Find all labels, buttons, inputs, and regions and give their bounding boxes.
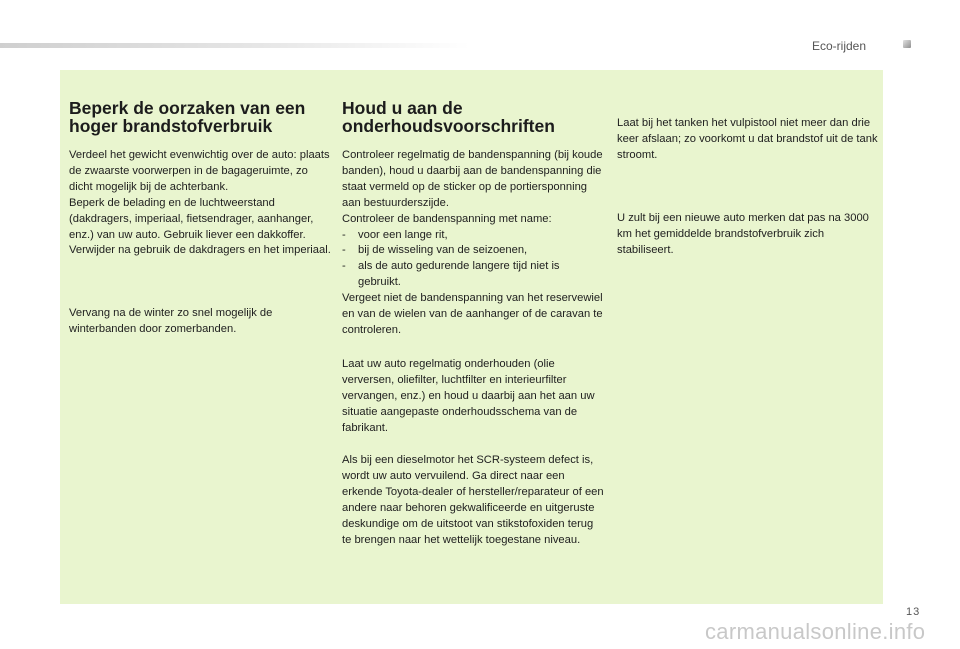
list-item: - als de auto gedurende langere tijd niet is gebruikt. bbox=[342, 259, 604, 291]
corner-square-icon bbox=[903, 40, 911, 48]
paragraph-weight: Verdeel het gewicht evenwichtig over de auto: plaats de zwaarste voorwerpen in de bagageruimte, zo dicht mogelijk bij de achterbank. bbox=[69, 149, 330, 193]
paragraph-load: Beperk de belading en de luchtweerstand (dakdragers, imperiaal, fietsendrager, aanhanger, enz.) van uw auto. Gebruik liever een dakkoffer. bbox=[69, 196, 314, 241]
heading-reduce-causes: Beperk de oorzaken van een hoger brandstofverbruik bbox=[69, 98, 306, 136]
paragraph-tyres: Vervang na de winter zo snel mogelijk de winterbanden door zomerbanden. bbox=[69, 307, 273, 336]
list-item: - voor een lange rit, bbox=[342, 228, 604, 244]
paragraph-new-car: U zult bij een nieuwe auto merken dat pas na 3000 km het gemiddelde brandstofverbruik zich stabiliseert. bbox=[617, 211, 869, 256]
column-maintenance bbox=[342, 99, 604, 549]
list-item: - bij de wisseling van de seizoenen, bbox=[342, 243, 604, 259]
heading-maintenance: Houd u aan de onderhoudsvoorschriften bbox=[342, 98, 555, 136]
paragraph-check-pressure: Controleer de bandenspanning met name: bbox=[342, 212, 552, 225]
column-fuel-consumption bbox=[69, 99, 334, 338]
paragraph-fuel-nozzle: Laat bij het tanken het vulpistool niet meer dan drie keer afslaan; zo voorkomt u dat brandstof uit de tank stroomt. bbox=[617, 117, 878, 161]
watermark: carmanualsonline.info bbox=[705, 619, 926, 644]
paragraph-scr-system: Als bij een dieselmotor het SCR-systeem defect is, wordt uw auto vervuilend. Ga direct naar een erkende Toyota-dealer of hersteller/reparateur of een andere naar behoren gekwalificeerde en uitgeruste deskundige om de uitstoot van stikstofoxiden terug te brengen naar het wettelijk toegestane niveau. bbox=[342, 454, 604, 546]
column-refuelling bbox=[617, 116, 879, 258]
header-decor-bar bbox=[0, 43, 470, 48]
pressure-check-list bbox=[342, 228, 604, 292]
section-title: Eco-rijden bbox=[812, 39, 867, 53]
paragraph-service: Laat uw auto regelmatig onderhouden (olie verversen, oliefilter, luchtfilter en interieurfilter vervangen, enz.) en houd u daarbij aan het aan uw situatie aangepaste onderhoudsschema van de fabrikant. bbox=[342, 357, 595, 434]
paragraph-tyre-pressure: Controleer regelmatig de bandenspanning (bij koude banden), houd u daarbij aan de bandenspanning die staat vermeld op de sticker op de portiersponning aan bestuurderszijde. bbox=[342, 149, 603, 209]
paragraph-roof-racks: Verwijder na gebruik de dakdragers en het imperiaal. bbox=[69, 244, 331, 257]
paragraph-spare-wheel: Vergeet niet de bandenspanning van het reservewiel en van de wielen van de aanhanger of de caravan te controleren. bbox=[342, 292, 603, 336]
page-number: 13 bbox=[906, 606, 921, 618]
